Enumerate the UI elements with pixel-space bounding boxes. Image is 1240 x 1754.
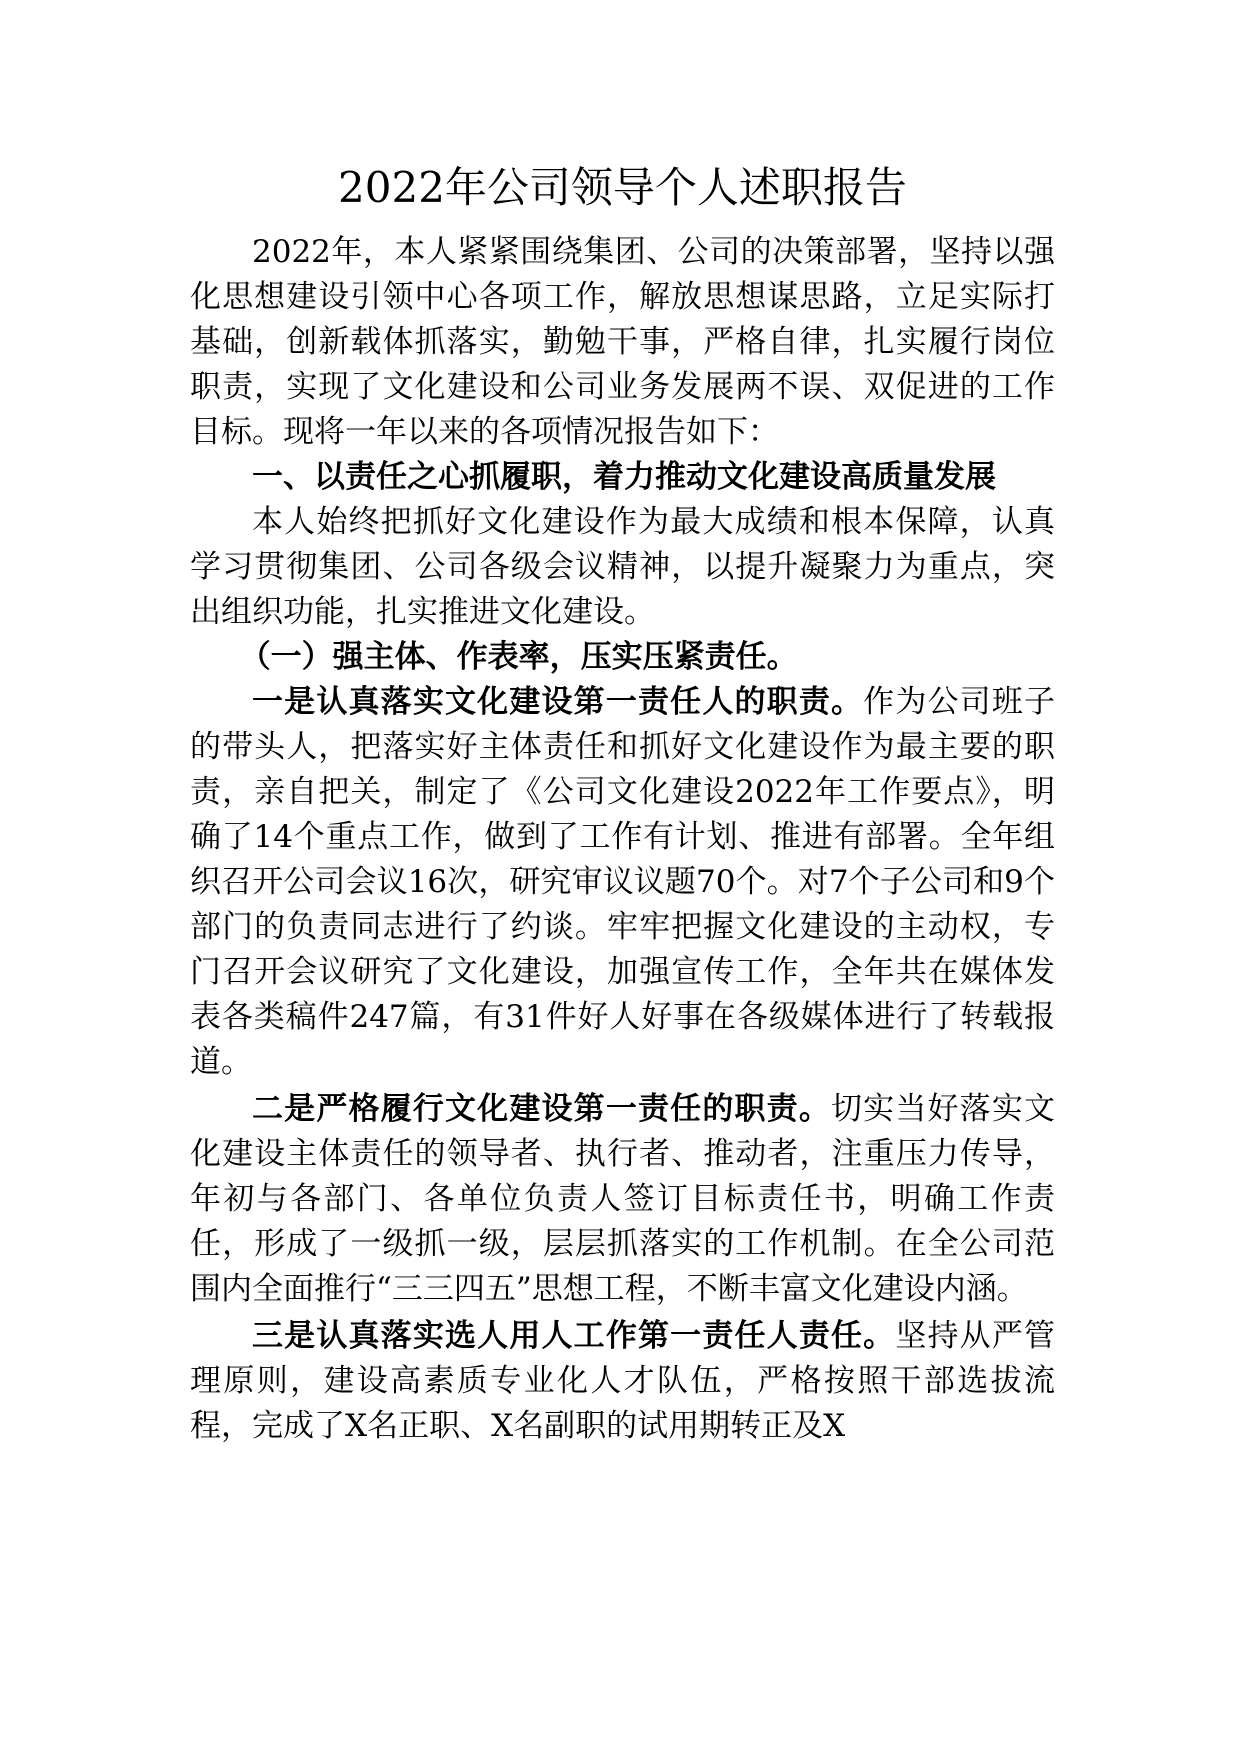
item-paragraph — [190, 680, 1055, 1085]
item-lead: 二是严格履行文化建设第一责任的职责。 — [252, 1091, 831, 1128]
document-title: 2022年公司领导个人述职报告 — [338, 163, 907, 212]
subsection-heading: （一）强主体、作表率，压实压紧责任。 — [239, 639, 798, 676]
section-paragraph: 本人始终把抓好文化建设作为最大成绩和根本保障，认真学习贯彻集团、公司各级会议精神，以提升凝聚力为重点，突出组织功能，扎实推进文化建设。 — [190, 504, 1055, 631]
item-text: 作为公司班子的带头人，把落实好主体责任和抓好文化建设作为最主要的职责，亲自把关，制定了《公司文化建设2022年工作要点》，明确了14个重点工作，做到了工作有计划、推进有部署。全年组织召开公司会议16次，研究审议议题70个。对7个子公司和9个部门的负责同志进行了约谈。牢牢把握文化建设的主动权，专门召开会议研究了文化建设，加强宣传工作，全年共在媒体发表各类稿件247篇，有31件好人好事在各级媒体进行了转载报道。 — [190, 684, 1056, 1081]
item-lead: 一是认真落实文化建设第一责任人的职责。 — [252, 684, 864, 721]
item-text: 坚持从严管理原则，建设高素质专业化人才队伍，严格按照干部选拔流程，完成了X名正职、X名副职的试用期转正及X — [190, 1318, 1056, 1445]
section-heading: 一、以责任之心抓履职，着力推动文化建设高质量发展 — [252, 459, 996, 496]
item-paragraph — [190, 1087, 1055, 1312]
item-text: 切实当好落实文化建设主体责任的领导者、执行者、推动者，注重压力传导，年初与各部门、各单位负责人签订目标责任书，明确工作责任，形成了一级抓一级，层层抓落实的工作机制。在全公司范围内全面推行“三三四五”思想工程，不断丰富文化建设内涵。 — [190, 1091, 1055, 1308]
item-lead: 三是认真落实选人用人工作第一责任人责任。 — [252, 1318, 896, 1355]
item-paragraph — [190, 1314, 1055, 1449]
document-body — [190, 164, 1055, 1449]
intro-paragraph: 2022年，本人紧紧围绕集团、公司的决策部署，坚持以强化思想建设引领中心各项工作，解放思想谋思路，立足实际打基础，创新载体抓落实，勤勉干事，严格自律，扎实履行岗位职责，实现了文化建设和公司业务发展两不误、双促进的工作目标。现将一年以来的各项情况报告如下： — [190, 234, 1055, 451]
